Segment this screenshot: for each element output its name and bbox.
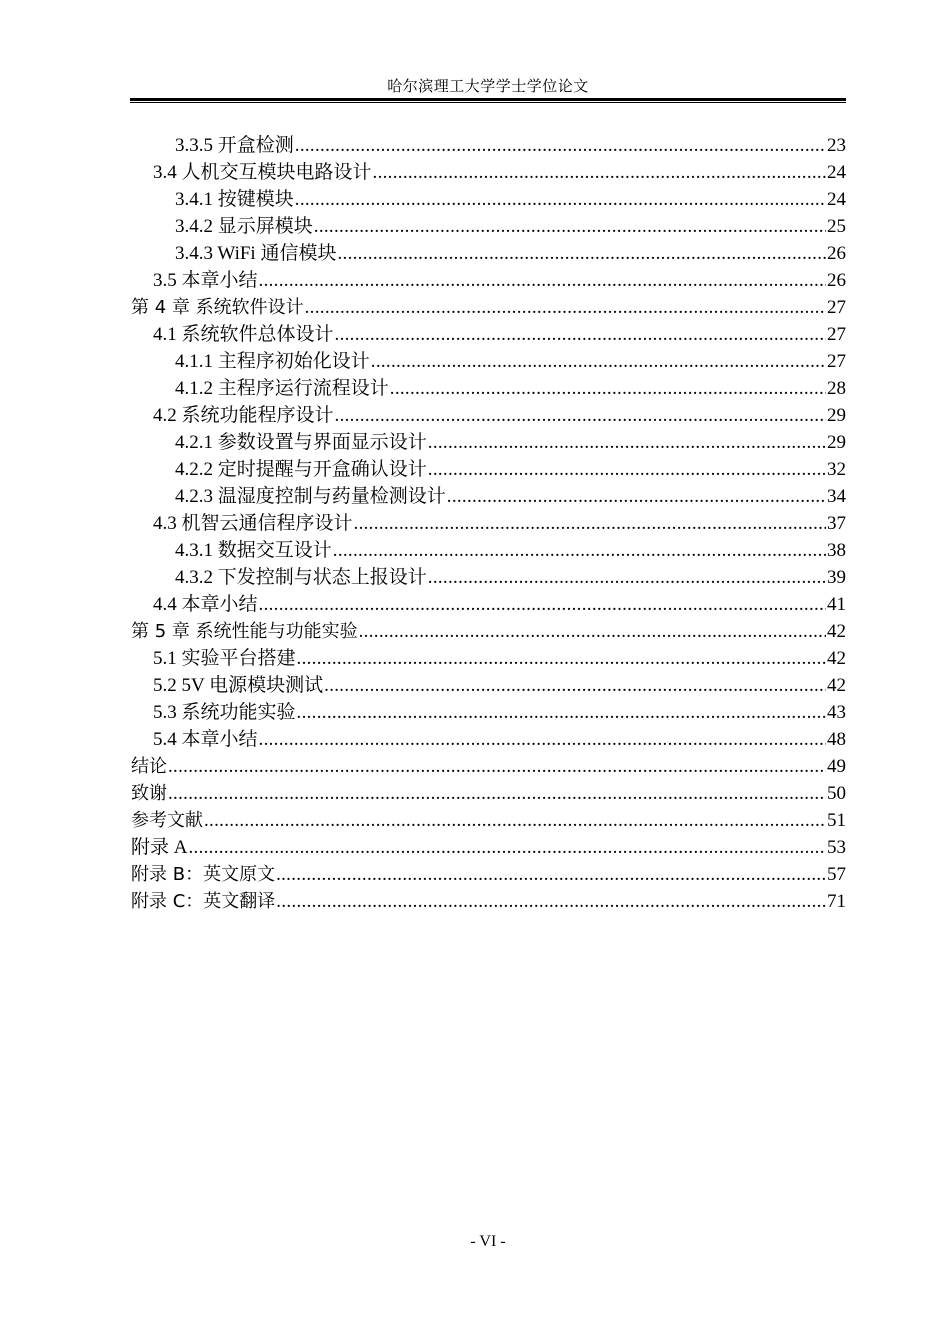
toc-dot-leader xyxy=(337,240,826,267)
toc-entry-label: 3.3.5 开盒检测 xyxy=(175,135,294,156)
toc-entry[interactable] xyxy=(131,429,846,456)
toc-dot-leader xyxy=(295,132,826,159)
toc-entry[interactable] xyxy=(131,834,846,861)
toc-entry-label: 参考文献 xyxy=(131,810,203,831)
header-double-rule xyxy=(130,98,846,104)
toc-entry-label: 5.4 本章小结 xyxy=(153,729,258,750)
toc-entry-page: 43 xyxy=(827,702,846,723)
toc-entry[interactable] xyxy=(131,267,846,294)
toc-dot-leader xyxy=(188,834,826,861)
toc-entry[interactable] xyxy=(131,240,846,267)
toc-entry[interactable] xyxy=(131,753,846,780)
toc-entry-label: 3.4.2 显示屏模块 xyxy=(175,216,313,237)
toc-entry-label: 3.5 本章小结 xyxy=(153,270,258,291)
toc-entry[interactable] xyxy=(131,807,846,834)
toc-entry-label: 附录 A xyxy=(131,837,188,858)
toc-dot-leader xyxy=(428,429,826,456)
toc-entry-label: 4.3.2 下发控制与状态上报设计 xyxy=(175,567,427,588)
toc-entry-label: 4.4 本章小结 xyxy=(153,594,258,615)
toc-entry-page: 27 xyxy=(827,324,846,345)
toc-entry-label: 3.4.1 按键模块 xyxy=(175,189,294,210)
toc-entry[interactable] xyxy=(131,159,846,186)
toc-entry-label: 结论 xyxy=(131,756,167,777)
toc-entry[interactable] xyxy=(131,483,846,510)
toc-dot-leader xyxy=(324,672,826,699)
toc-entry-page: 50 xyxy=(827,783,846,804)
toc-dot-leader xyxy=(259,267,826,294)
toc-entry-page: 25 xyxy=(827,216,846,237)
toc-entry[interactable] xyxy=(131,618,846,645)
toc-entry-page: 29 xyxy=(827,432,846,453)
toc-entry-page: 53 xyxy=(827,837,846,858)
toc-dot-leader xyxy=(297,699,826,726)
toc-entry-label: 4.3 机智云通信程序设计 xyxy=(153,513,353,534)
toc-entry-page: 37 xyxy=(827,513,846,534)
toc-dot-leader xyxy=(333,537,826,564)
toc-dot-leader xyxy=(168,753,826,780)
toc-entry-page: 27 xyxy=(827,297,846,318)
page-number: - VI - xyxy=(470,1233,506,1250)
table-of-contents xyxy=(131,132,846,915)
toc-dot-leader xyxy=(259,591,826,618)
toc-entry-page: 39 xyxy=(827,567,846,588)
running-header-title: 哈尔滨理工大学学士学位论文 xyxy=(387,79,589,95)
toc-entry[interactable] xyxy=(131,726,846,753)
toc-entry-label: 4.2.2 定时提醒与开盒确认设计 xyxy=(175,459,427,480)
toc-entry-label: 4.1.1 主程序初始化设计 xyxy=(175,351,370,372)
toc-entry-label: 4.1 系统软件总体设计 xyxy=(153,324,334,345)
toc-entry-page: 71 xyxy=(827,891,846,912)
toc-entry-page: 42 xyxy=(827,648,846,669)
toc-entry-label: 4.1.2 主程序运行流程设计 xyxy=(175,378,389,399)
toc-entry[interactable] xyxy=(131,456,846,483)
toc-entry-label: 3.4.3 WiFi 通信模块 xyxy=(175,243,337,264)
toc-entry[interactable] xyxy=(131,672,846,699)
toc-entry-page: 28 xyxy=(827,378,846,399)
toc-dot-leader xyxy=(168,780,826,807)
toc-entry-page: 24 xyxy=(827,189,846,210)
toc-dot-leader xyxy=(297,645,826,672)
toc-entry-label: 4.2.1 参数设置与界面显示设计 xyxy=(175,432,427,453)
toc-entry-label: 4.2 系统功能程序设计 xyxy=(153,405,334,426)
toc-entry-label: 第 5 章 系统性能与功能实验 xyxy=(131,621,358,642)
toc-entry[interactable] xyxy=(131,294,846,321)
toc-entry-page: 41 xyxy=(827,594,846,615)
toc-dot-leader xyxy=(335,321,826,348)
toc-entry-page: 29 xyxy=(827,405,846,426)
toc-entry[interactable] xyxy=(131,186,846,213)
toc-entry-page: 34 xyxy=(827,486,846,507)
toc-dot-leader xyxy=(276,861,826,888)
toc-entry[interactable] xyxy=(131,537,846,564)
toc-dot-leader xyxy=(335,402,826,429)
toc-entry[interactable] xyxy=(131,645,846,672)
toc-entry[interactable] xyxy=(131,321,846,348)
toc-entry-page: 26 xyxy=(827,243,846,264)
toc-entry-page: 32 xyxy=(827,459,846,480)
toc-dot-leader xyxy=(359,618,826,645)
toc-entry[interactable] xyxy=(131,861,846,888)
toc-entry-page: 23 xyxy=(827,135,846,156)
toc-entry-page: 51 xyxy=(827,810,846,831)
toc-entry-page: 49 xyxy=(827,756,846,777)
toc-dot-leader xyxy=(354,510,826,537)
toc-entry-label: 附录 B：英文原文 xyxy=(131,864,276,885)
toc-entry[interactable] xyxy=(131,780,846,807)
toc-entry-page: 42 xyxy=(827,675,846,696)
toc-entry[interactable] xyxy=(131,402,846,429)
toc-entry[interactable] xyxy=(131,510,846,537)
toc-entry-label: 5.2 5V 电源模块测试 xyxy=(153,675,324,696)
toc-entry[interactable] xyxy=(131,564,846,591)
toc-entry-page: 38 xyxy=(827,540,846,561)
toc-entry-label: 第 4 章 系统软件设计 xyxy=(131,297,304,318)
toc-dot-leader xyxy=(259,726,826,753)
toc-dot-leader xyxy=(295,186,826,213)
toc-dot-leader xyxy=(373,159,826,186)
toc-entry[interactable] xyxy=(131,888,846,915)
toc-dot-leader xyxy=(428,456,826,483)
toc-entry-label: 致谢 xyxy=(131,783,167,804)
toc-entry-page: 27 xyxy=(827,351,846,372)
toc-dot-leader xyxy=(371,348,826,375)
header-rule-thick xyxy=(130,98,846,101)
toc-dot-leader xyxy=(204,807,826,834)
toc-entry[interactable] xyxy=(131,348,846,375)
header-rule-thin xyxy=(130,102,846,103)
toc-entry[interactable] xyxy=(131,132,846,159)
toc-entry-label: 5.1 实验平台搭建 xyxy=(153,648,296,669)
toc-dot-leader xyxy=(390,375,826,402)
toc-entry-page: 24 xyxy=(827,162,846,183)
toc-entry-page: 42 xyxy=(827,621,846,642)
toc-entry-label: 4.2.3 温湿度控制与药量检测设计 xyxy=(175,486,446,507)
toc-entry-label: 3.4 人机交互模块电路设计 xyxy=(153,162,372,183)
toc-entry-page: 57 xyxy=(827,864,846,885)
toc-entry[interactable] xyxy=(131,699,846,726)
toc-entry[interactable] xyxy=(131,213,846,240)
toc-entry-label: 4.3.1 数据交互设计 xyxy=(175,540,332,561)
toc-entry-label: 附录 C：英文翻译 xyxy=(131,891,276,912)
toc-dot-leader xyxy=(447,483,826,510)
toc-entry[interactable] xyxy=(131,591,846,618)
toc-dot-leader xyxy=(428,564,826,591)
toc-entry-page: 48 xyxy=(827,729,846,750)
toc-dot-leader xyxy=(305,294,826,321)
toc-entry-label: 5.3 系统功能实验 xyxy=(153,702,296,723)
toc-dot-leader xyxy=(276,888,826,915)
toc-entry[interactable] xyxy=(131,375,846,402)
toc-entry-page: 26 xyxy=(827,270,846,291)
toc-dot-leader xyxy=(314,213,826,240)
